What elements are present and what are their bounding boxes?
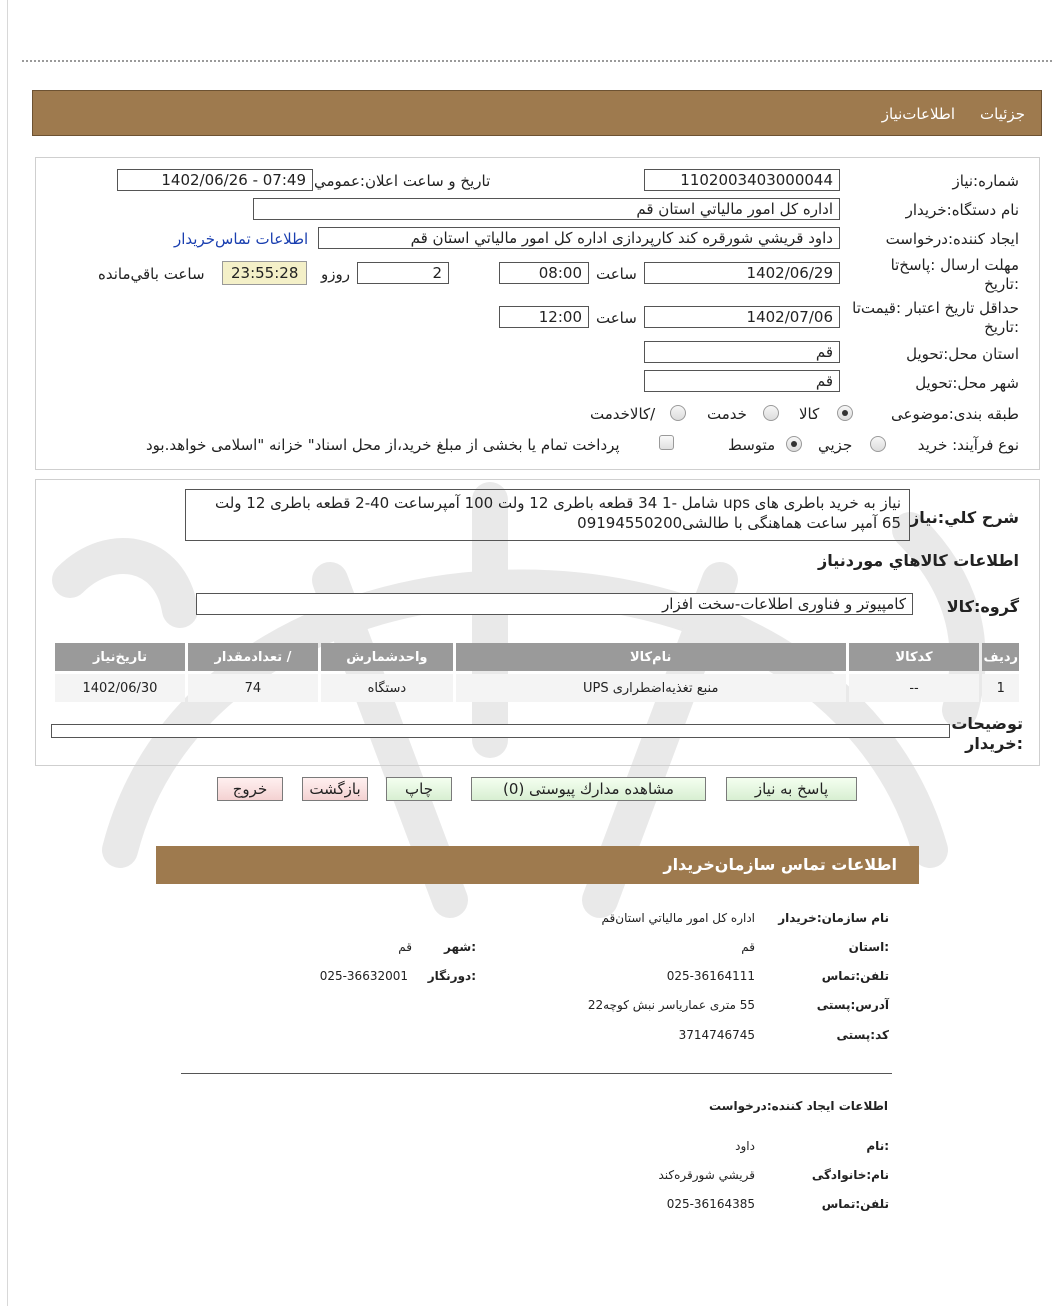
creator-label: ايجاد كننده:درخواست <box>885 230 1019 248</box>
creator-first-name-label: :نام <box>866 1139 889 1153</box>
goods-table-header <box>55 643 1019 671</box>
remaining-time-label: ساعت باقي‌مانده <box>98 265 205 283</box>
remaining-time-counter: 23:55:28 <box>222 261 307 285</box>
goods-group-label: گروه:کالا <box>946 597 1019 616</box>
creator-info-title: اطلاعات ايجاد كننده:درخواست <box>708 1099 888 1113</box>
buyer-org-label: نام دستگاه:خريدار <box>905 201 1019 219</box>
deadline-label-date: :تاريخ <box>984 275 1019 293</box>
delivery-city-field: قم <box>644 370 840 392</box>
org-name-value: اداره كل امور مالياتي استان‌قم <box>601 911 755 925</box>
org-fax-value: 025-36632001 <box>319 969 408 983</box>
buyer-org-field: اداره كل امور مالياتي استان قم <box>253 198 840 220</box>
announce-date-label: تاريخ و ساعت اعلان:عمومي <box>314 172 491 190</box>
description-label: شرح کلي:نياز <box>910 508 1019 527</box>
org-contact-title: اطلاعات تماس سازمان‌خريدار <box>663 855 897 874</box>
tab-need-info[interactable]: اطلاعات‌نیاز <box>881 105 955 123</box>
delivery-province-field: قم <box>644 341 840 363</box>
top-dotted-separator <box>22 60 1052 62</box>
delivery-province-label: استان محل:تحويل <box>906 345 1019 363</box>
cell-unit: دستگاه <box>367 680 407 696</box>
validity-time-label: ساعت <box>596 309 637 327</box>
delivery-city-label: شهر محل:تحويل <box>915 374 1019 392</box>
org-province-value: قم <box>741 940 755 954</box>
table-row <box>55 674 1019 702</box>
category-radio-goods[interactable] <box>837 405 853 421</box>
category-option-service: خدمت <box>707 405 747 423</box>
goods-section-title: اطلاعات کالاهاي موردنياز <box>818 551 1019 570</box>
tab-details[interactable]: جزئیات <box>980 105 1025 123</box>
validity-label: حداقل تاريخ اعتبار :قيمت‌تا <box>852 299 1019 317</box>
announce-date-field: 1402/06/26 - 07:49 <box>117 169 313 191</box>
days-label: روزو <box>321 265 350 283</box>
details-header-bar <box>32 90 1042 136</box>
deadline-time-label: ساعت <box>596 265 637 283</box>
category-option-goods-service: /كالاخدمت <box>590 405 656 423</box>
creator-first-name-value: داود <box>735 1139 755 1153</box>
org-postal-value: 3714746745 <box>678 1028 755 1042</box>
buyer-contact-link[interactable]: اطلاعات تماس‌خريدار <box>174 230 309 248</box>
cell-name: منبع تغذيه‌اضطراری UPS <box>582 680 719 696</box>
category-radio-goods-service[interactable] <box>670 405 686 421</box>
process-radio-medium[interactable] <box>786 436 802 452</box>
col-row: رديف <box>982 643 1019 671</box>
org-province-label: :استان <box>848 940 889 954</box>
creator-phone-label: تلفن:تماس <box>821 1197 889 1211</box>
org-phone-label: تلفن:تماس <box>821 969 889 983</box>
process-radio-minor[interactable] <box>870 436 886 452</box>
cell-quantity: 74 <box>244 680 262 696</box>
org-postal-label: كد:پستی <box>836 1028 889 1042</box>
buyer-notes-label-2: :خريدار <box>965 734 1023 753</box>
deadline-date-field: 1402/06/29 <box>644 262 840 284</box>
view-attachments-button[interactable]: مشاهده مدارك پيوستی (0) <box>471 777 706 801</box>
col-name: نام‌كالا <box>456 643 846 671</box>
buyer-notes-label: توضيحات <box>951 714 1023 733</box>
cell-need-date: 1402/06/30 <box>82 680 158 696</box>
goods-group-field: کامپيوتر و فناوری اطلاعات-سخت افزار <box>196 593 913 615</box>
org-contact-header <box>156 846 919 884</box>
creator-last-name-value: قريشي شورقره‌كند <box>658 1168 755 1182</box>
col-quantity: / تعدادمقدار <box>188 643 318 671</box>
buyer-notes-field <box>51 724 950 738</box>
org-phone-value: 025-36164111 <box>666 969 755 983</box>
reply-button[interactable]: پاسخ به نياز <box>726 777 857 801</box>
category-label: طبقه بندی:موضوعی <box>891 405 1019 423</box>
treasury-payment-note: پرداخت تمام يا بخشی از مبلغ خريد،از محل اسناد" خزانه "اسلامی خواهد.بود <box>146 436 620 454</box>
deadline-time-field: 08:00 <box>499 262 589 284</box>
need-number-field: 1102003403000044 <box>644 169 840 191</box>
col-code: كدكالا <box>849 643 980 671</box>
treasury-payment-checkbox[interactable] <box>659 435 674 450</box>
category-radio-service[interactable] <box>763 405 779 421</box>
process-option-minor: جزيي <box>818 436 853 454</box>
org-fax-label: :دورنگار <box>427 969 476 983</box>
cell-row: 1 <box>996 680 1005 696</box>
need-number-label: شماره:نیاز <box>952 172 1019 190</box>
creator-field: داود قريشي شورقره كند كارپردازی اداره کل امور مالياتي استان قم <box>318 227 840 249</box>
back-button[interactable]: بازگشت <box>302 777 368 801</box>
org-city-value: قم <box>398 940 412 954</box>
description-text: نیاز به خرید باطری های ups شامل -1 34 قطعه باطری 12 ولت 100 آمپرساعت 40-2 قطعه باطری 12 ولت 65 آمپر ساعت هماهنگی با طالشی09194550200 <box>185 489 910 541</box>
days-field: 2 <box>357 262 449 284</box>
page-left-border <box>7 0 8 1306</box>
process-type-label: نوع فرآيند: خريد <box>917 436 1019 454</box>
validity-label-date: :تاريخ <box>984 318 1019 336</box>
category-option-goods: كالا <box>799 405 820 423</box>
col-unit: واحدشمارش <box>321 643 453 671</box>
creator-last-name-label: نام:خانوادگی <box>811 1168 889 1182</box>
validity-date-field: 1402/07/06 <box>644 306 840 328</box>
creator-phone-value: 025-36164385 <box>666 1197 755 1211</box>
org-address-label: آدرس:پستی <box>816 998 889 1012</box>
validity-time-field: 12:00 <box>499 306 589 328</box>
process-option-medium: متوسط <box>728 436 776 454</box>
deadline-label: مهلت ارسال :پاسخ‌تا <box>890 256 1019 274</box>
org-address-value: 55 متری عمارياسر نبش كوچه22 <box>587 998 755 1012</box>
org-name-label: نام سازمان:خريدار <box>778 911 889 925</box>
print-button[interactable]: چاپ <box>386 777 452 801</box>
exit-button[interactable]: خروج <box>217 777 283 801</box>
org-city-label: :شهر <box>444 940 476 954</box>
goods-table <box>52 640 1022 708</box>
cell-code: -- <box>909 680 919 696</box>
col-need-date: تاريخ‌نياز <box>55 643 185 671</box>
contact-divider <box>181 1073 892 1074</box>
